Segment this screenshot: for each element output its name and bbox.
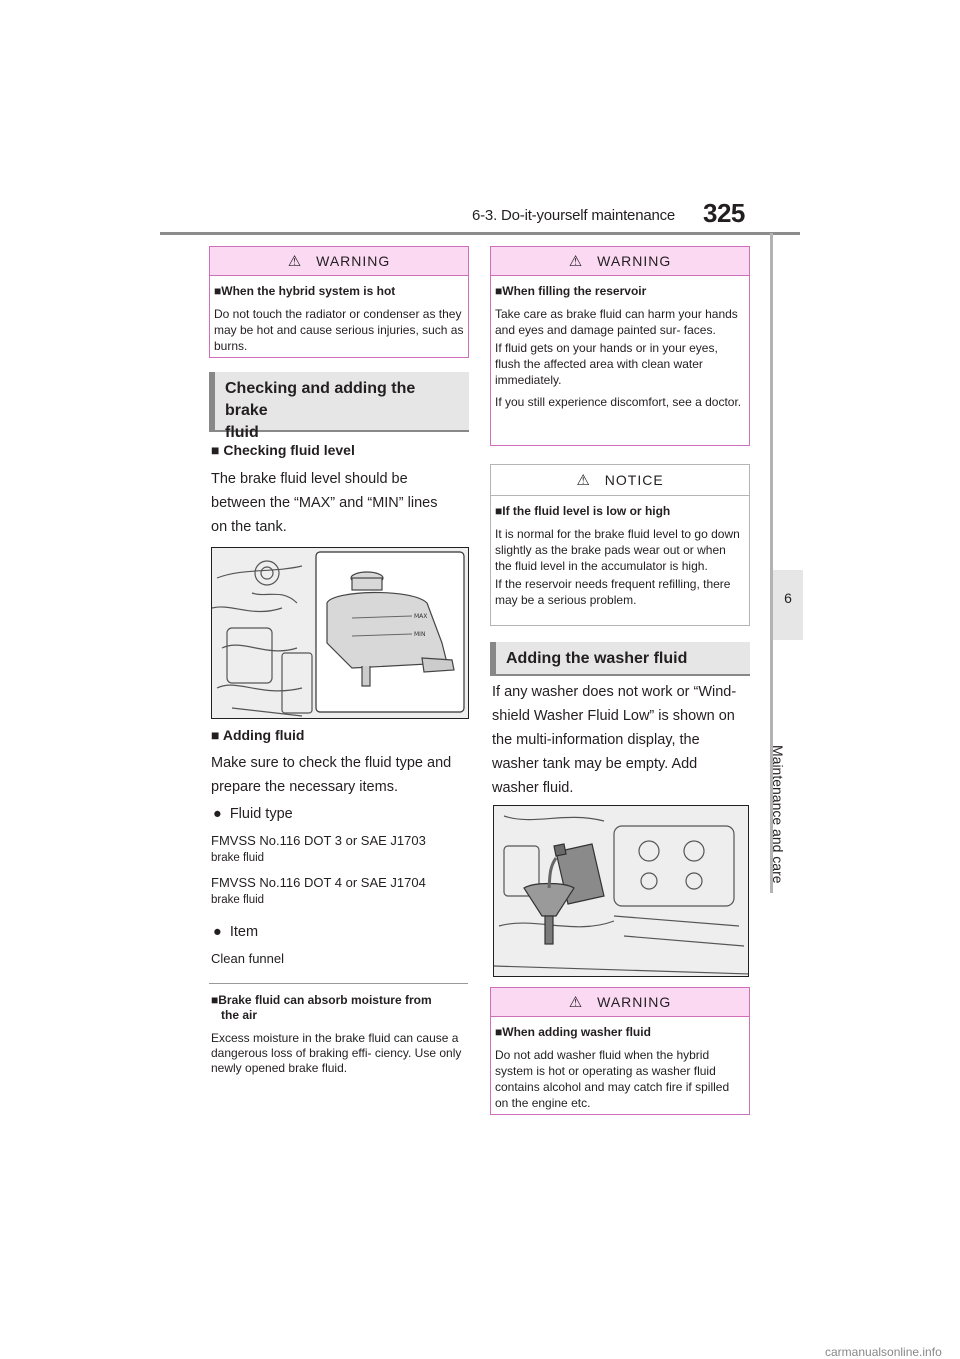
notice-box-fluid-level: [490, 464, 750, 626]
header-rule: [160, 232, 800, 235]
note-moisture: [211, 993, 473, 1082]
note-text: Excess moisture in the brake fluid can cause a dangerous loss of braking effi- ciency. Use only newly opened brake fluid.: [211, 1031, 462, 1075]
warning-box-filling-reservoir: [490, 246, 750, 446]
fluid-type-list: [211, 832, 481, 906]
warning-triangle-icon: ⚠: [568, 994, 584, 1011]
bullet-dot-icon: ●: [213, 924, 222, 940]
fluid-option-1-sub: brake fluid: [211, 852, 265, 864]
warning-title: ⚠ WARNING: [210, 247, 468, 276]
fluid-option-2-sub: brake fluid: [211, 894, 265, 906]
section-header-washer-fluid: Adding the washer fluid: [490, 642, 750, 676]
subheading-checking-fluid-level: ■ Checking fluid level: [211, 442, 355, 458]
warning-title: ⚠ WARNING: [491, 247, 749, 276]
warning-box-hot-system: [209, 246, 469, 358]
chapter-label: Maintenance and care: [770, 745, 786, 884]
section-title: 6-3. Do-it-yourself maintenance: [472, 207, 676, 224]
warning-heading: ■When the hybrid system is hot: [214, 284, 396, 298]
page-number: 325: [703, 198, 745, 228]
tank-label-max: MAX: [414, 613, 428, 620]
warning-triangle-icon: ⚠: [568, 253, 584, 270]
notice-heading: ■If the fluid level is low or high: [495, 504, 671, 518]
washer-fluid-illustration: [493, 805, 749, 977]
notice-title: ⚠ NOTICE: [491, 465, 749, 496]
adding-paragraph: Make sure to check the fluid type and prepare the necessary items.: [211, 755, 452, 795]
warning-text-1: Take care as brake fluid can harm your hands and eyes and damage painted sur- faces.: [495, 307, 738, 337]
washer-fill-drawing: [494, 806, 749, 977]
warning-text-3: If you still experience discomfort, see a doctor.: [495, 395, 742, 409]
note-heading: ■Brake fluid can absorb moisture from the air: [211, 993, 432, 1022]
warning-text: Do not touch the radiator or condenser as they may be hot and cause serious injuries, such as burns.: [214, 307, 464, 353]
note-divider: [209, 983, 468, 984]
warning-heading: ■When filling the reservoir: [495, 284, 647, 298]
bullet-dot-icon: ●: [213, 806, 222, 822]
brake-fluid-tank-illustration: [211, 547, 469, 719]
item-value: Clean funnel: [211, 951, 284, 966]
subheading-adding-fluid: ■ Adding fluid: [211, 727, 305, 743]
tank-label-min: MIN: [414, 631, 426, 638]
warning-text: Do not add washer fluid when the hybrid system is hot or operating as washer fluid contains alcohol and may catch fire if spilled on the engine etc.: [495, 1048, 730, 1110]
warning-title: ⚠ WARNING: [491, 988, 749, 1017]
bullet-item: ● Item: [213, 924, 259, 940]
section-header-brake-fluid: Checking and adding the brake fluid: [209, 372, 469, 432]
checking-paragraph: The brake fluid level should be between the “MAX” and “MIN” lines on the tank.: [211, 471, 438, 535]
engine-bay-drawing: [212, 548, 469, 719]
notice-text-2: If the reservoir needs frequent refilling, there may be a serious problem.: [495, 577, 731, 607]
chapter-number: 6: [784, 590, 792, 606]
watermark: carmanualsonline.info: [825, 1345, 942, 1359]
washer-paragraph: If any washer does not work or “Wind- shield Washer Fluid Low” is shown on the multi-information display, the washer tank may be empty. Add washer fluid.: [492, 684, 737, 796]
warning-triangle-icon: ⚠: [287, 253, 303, 270]
fluid-option-1: FMVSS No.116 DOT 3 or SAE J1703: [211, 833, 426, 848]
bullet-fluid-type: ● Fluid type: [213, 806, 293, 822]
fluid-option-2: FMVSS No.116 DOT 4 or SAE J1704: [211, 875, 426, 890]
warning-box-adding-washer: [490, 987, 750, 1115]
warning-heading: ■When adding washer fluid: [495, 1025, 651, 1039]
notice-triangle-icon: ⚠: [576, 472, 591, 489]
notice-text-1: It is normal for the brake fluid level to go down slightly as the brake pads wear out or when the fluid level in the accumulator is high.: [495, 527, 740, 573]
warning-text-2: If fluid gets on your hands or in your eyes, flush the affected area with clean water immediately.: [495, 341, 718, 387]
